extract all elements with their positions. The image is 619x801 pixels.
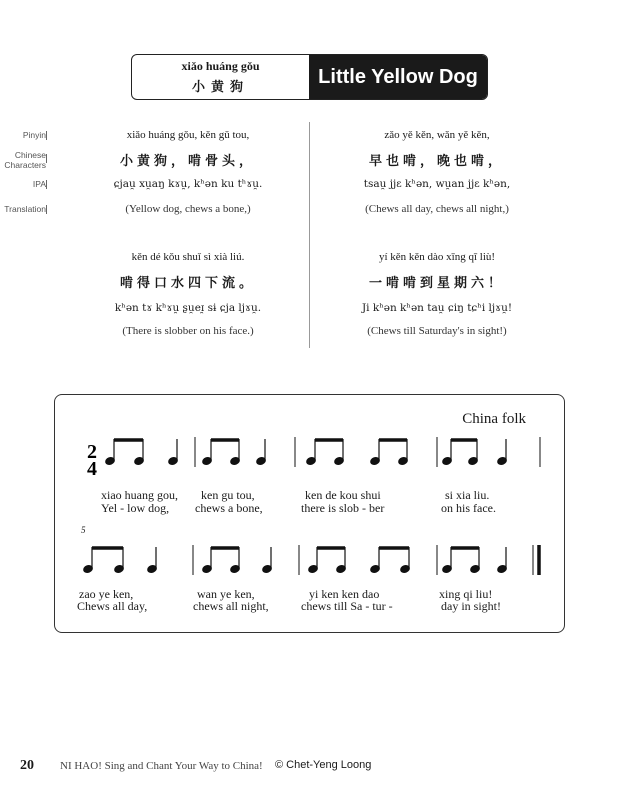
lyric-english: Yel - low dog, xyxy=(101,501,170,515)
sheet-music xyxy=(54,394,565,633)
system2 xyxy=(83,545,539,575)
title-chinese-panel xyxy=(132,55,309,99)
lyric-english: on his face. xyxy=(441,501,496,515)
label-separator xyxy=(46,131,47,140)
label-translation: Translation xyxy=(4,204,46,214)
label-separator xyxy=(46,205,47,214)
system1 xyxy=(105,437,540,467)
lyric-pinyin: ken gu tou, xyxy=(201,488,255,502)
title-english: Little Yellow Dog xyxy=(309,55,487,99)
lyric-english: day in sight! xyxy=(441,599,501,613)
lyric-pinyin: ken de kou shui xyxy=(305,488,381,502)
label-pinyin: Pinyin xyxy=(22,130,46,140)
title-banner xyxy=(131,54,488,100)
lyric-pinyin: yi ken ken dao xyxy=(309,587,380,601)
label-separator xyxy=(46,154,47,163)
verse1-pinyin: xiǎo huáng gǒu, kěn gǔ tou, xyxy=(126,129,250,141)
copyright: © Chet-Yeng Loong xyxy=(275,759,372,771)
verse3-translation: (There is slobber on his face.) xyxy=(122,325,254,337)
measure-6 xyxy=(202,547,273,574)
measure-7 xyxy=(308,547,411,574)
verse1-chinese: 小黄狗，啃骨头， xyxy=(119,154,256,169)
verse2-translation: (Chews all day, chews all night,) xyxy=(365,203,509,215)
book-title: NI HAO! Sing and Chant Your Way to China! xyxy=(60,760,263,772)
verse4-pinyin: yí kěn kěn dào xīng qī liù! xyxy=(378,251,496,263)
measure-1 xyxy=(105,439,179,466)
lyric-pinyin: xiao huang gou, xyxy=(101,488,178,502)
verse3-ipa: kʰən tɤ kʰɤu̯ ʂu̯eɪ̯ sɨ ɕja ljɤu̯. xyxy=(114,302,262,314)
lyric-pinyin: wan ye ken, xyxy=(197,587,255,601)
verse4-chinese: 一啃啃到星期六！ xyxy=(368,276,505,291)
verse3-chinese: 啃得口水四下流。 xyxy=(119,276,256,291)
lyric-english: chews a bone, xyxy=(195,501,263,515)
page-number: 20 xyxy=(20,758,34,773)
lyric-english: there is slob - ber xyxy=(301,501,385,515)
time-signature-bottom: 4 xyxy=(87,458,97,480)
verse2-pinyin: zǎo yě kěn, wǎn yě kěn, xyxy=(384,129,490,141)
measure-5 xyxy=(83,547,158,574)
lyric-english: chews till Sa - tur - xyxy=(301,599,393,613)
lyric-pinyin: xing qi liu! xyxy=(439,587,493,601)
label-separator xyxy=(46,180,47,189)
measure-8 xyxy=(442,547,508,574)
lyric-pinyin: zao ye ken, xyxy=(79,587,134,601)
time-signature-top: 2 xyxy=(87,441,97,463)
label-ipa: IPA xyxy=(32,179,46,189)
measure-number: 5 xyxy=(81,525,86,535)
lyric-pinyin: si xia liu. xyxy=(445,488,490,502)
title-chinese: 小黄狗 xyxy=(191,80,249,95)
lyric-english: Chews all day, xyxy=(77,599,148,613)
verse4-translation: (Chews till Saturday's in sight!) xyxy=(367,325,507,337)
measure-3 xyxy=(306,439,409,466)
verse4-ipa: Ji kʰən kʰən tau̯ ɕiŋ tɕʰi ljɤu̯! xyxy=(361,302,513,314)
measure-2 xyxy=(202,439,267,466)
verse2-chinese: 早也啃，晚也啃， xyxy=(368,154,505,169)
lyric-english: chews all night, xyxy=(193,599,269,613)
verse3-pinyin: kěn dé kǒu shuǐ sì xià liú. xyxy=(131,251,245,263)
music-credit: China folk xyxy=(462,411,526,427)
column-divider xyxy=(309,122,310,348)
label-chinese: Chinese Characters xyxy=(4,150,46,170)
title-pinyin: xiǎo huáng gǒu xyxy=(181,59,260,73)
verse1-translation: (Yellow dog, chews a bone,) xyxy=(125,203,251,215)
measure-4 xyxy=(442,439,508,466)
verse2-ipa: tsau̯ jjɛ kʰən, wu̯an jjɛ kʰən, xyxy=(363,178,511,190)
verse1-ipa: ɕjau̯ xu̯aŋ kɤu̯, kʰən ku tʰɤu̯. xyxy=(113,178,263,190)
